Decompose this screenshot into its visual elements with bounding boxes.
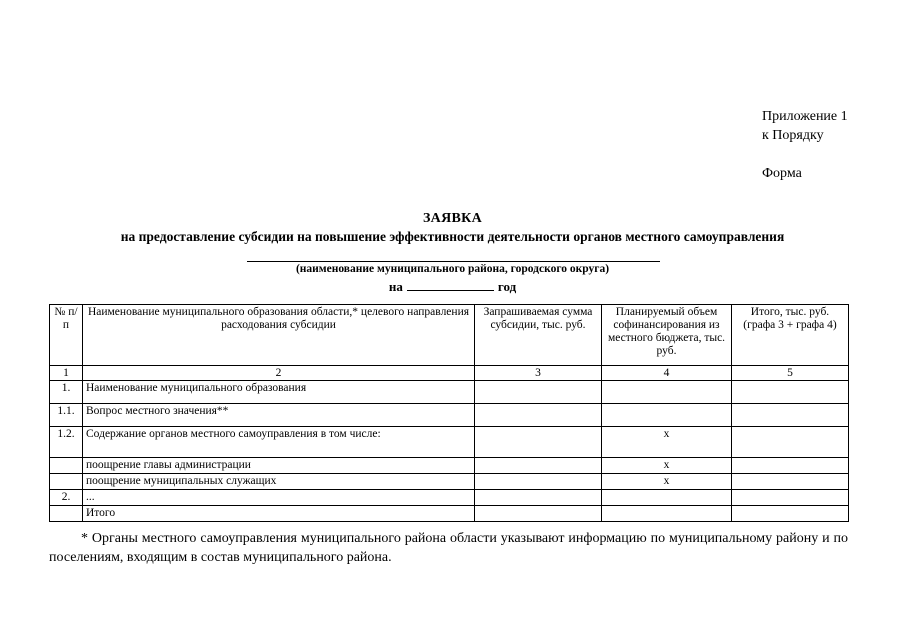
row-total <box>732 506 849 522</box>
row-cofinancing <box>602 490 732 506</box>
row-name: Наименование муниципального образования <box>83 381 475 404</box>
header-name: Наименование муниципального образования области,* целевого направления расходования субсидии <box>83 305 475 366</box>
header-number: № п/п <box>50 305 83 366</box>
row-name: поощрение главы администрации <box>83 458 475 474</box>
row-number <box>50 506 83 522</box>
row-total <box>732 490 849 506</box>
column-number: 2 <box>83 366 475 381</box>
footnote: * Органы местного самоуправления муниципального района области указывают информацию по муниципальному району и по поселениям, входящим в состав муниципального района. <box>49 531 848 565</box>
row-total <box>732 404 849 427</box>
row-name: поощрение муниципальных служащих <box>83 474 475 490</box>
row-name: Итого <box>83 506 475 522</box>
row-total <box>732 427 849 458</box>
row-requested <box>475 404 602 427</box>
row-cofinancing <box>602 404 732 427</box>
row-cofinancing: х <box>602 474 732 490</box>
appendix-line-2: к Порядку <box>762 128 824 143</box>
table-row <box>50 490 849 506</box>
row-total <box>732 474 849 490</box>
row-number: 2. <box>50 490 83 506</box>
row-name: Вопрос местного значения** <box>83 404 475 427</box>
year-suffix: год <box>497 279 517 294</box>
row-total <box>732 458 849 474</box>
row-cofinancing <box>602 381 732 404</box>
appendix-note <box>762 107 848 183</box>
row-cofinancing: х <box>602 427 732 458</box>
table-row <box>50 458 849 474</box>
row-number <box>50 474 83 490</box>
column-number: 3 <box>475 366 602 381</box>
row-total <box>732 381 849 404</box>
table-row <box>50 381 849 404</box>
year-prefix: на <box>388 279 403 294</box>
row-number: 1. <box>50 381 83 404</box>
table-header-row <box>50 305 849 366</box>
row-requested <box>475 490 602 506</box>
document-title: ЗАЯВКА <box>422 211 482 226</box>
row-cofinancing: х <box>602 458 732 474</box>
name-blank-line <box>247 261 660 262</box>
name-caption: (наименование муниципального района, городского округа) <box>295 263 610 275</box>
header-cofinancing: Планируемый объем софинансирования из местного бюджета, тыс. руб. <box>602 305 732 366</box>
row-requested <box>475 458 602 474</box>
header-requested: Запрашиваемая сумма субсидии, тыс. руб. <box>475 305 602 366</box>
table-row <box>50 506 849 522</box>
row-cofinancing <box>602 506 732 522</box>
row-requested <box>475 506 602 522</box>
row-requested <box>475 381 602 404</box>
column-number-row <box>50 366 849 381</box>
row-requested <box>475 474 602 490</box>
document-subtitle: на предоставление субсидии на повышение эффективности деятельности органов местного самоуправления <box>120 229 785 244</box>
row-number <box>50 458 83 474</box>
table-row <box>50 427 849 458</box>
row-requested <box>475 427 602 458</box>
table-row <box>50 474 849 490</box>
year-line <box>0 279 905 295</box>
header-total: Итого, тыс. руб. (графа 3 + графа 4) <box>732 305 849 366</box>
column-number: 5 <box>732 366 849 381</box>
row-number: 1.1. <box>50 404 83 427</box>
row-name: ... <box>83 490 475 506</box>
appendix-line-1: Приложение 1 <box>762 109 848 124</box>
row-number: 1.2. <box>50 427 83 458</box>
row-name: Содержание органов местного самоуправления в том числе: <box>83 427 475 458</box>
year-blank <box>407 279 494 291</box>
column-number: 1 <box>50 366 83 381</box>
application-table <box>49 304 849 522</box>
column-number: 4 <box>602 366 732 381</box>
form-label: Форма <box>762 166 802 181</box>
table-row <box>50 404 849 427</box>
